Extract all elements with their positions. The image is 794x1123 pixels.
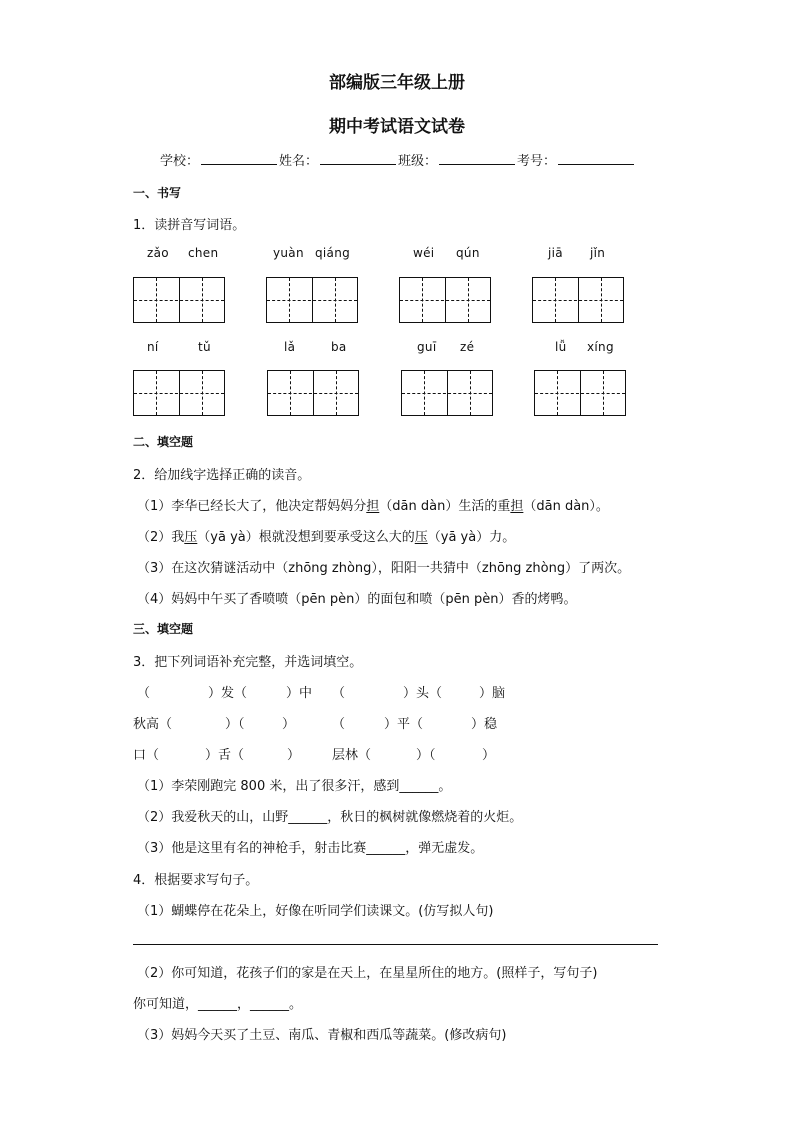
fill-item-2: （2）我爱秋天的山，山野______，秋日的枫树就像燃烧着的火炬。 <box>137 810 523 825</box>
writing-grid[interactable] <box>267 370 359 416</box>
writing-grid[interactable] <box>266 277 358 323</box>
writing-grid[interactable] <box>133 277 225 323</box>
q4-item-1: （1）蝴蝶停在花朵上，好像在听同学们读课文。(仿写拟人句) <box>137 904 494 919</box>
school-blank[interactable] <box>201 152 277 165</box>
idiom: ）发（ <box>208 686 248 701</box>
name-label: 姓名： <box>279 154 319 169</box>
q2-item-2 <box>137 526 515 545</box>
question-3: 3．把下列词语补充完整，并选词填空。 <box>133 655 363 670</box>
q2-item-3: （3）在这次猜谜活动中（zhōng zhòng），阳阳一共猜中（zhōng zhòng）了两次。 <box>137 561 631 576</box>
pinyin: ba <box>331 340 347 354</box>
idiom: 层林（ <box>332 748 372 763</box>
exam-number-label: 考号： <box>517 154 557 169</box>
idiom: ） <box>282 717 296 732</box>
idiom: ）（ <box>416 748 436 763</box>
q4-item-2-template: 你可知道，______，______。 <box>133 997 303 1012</box>
question-1: 1．读拼音写词语。 <box>133 218 246 233</box>
exam-number-blank[interactable] <box>558 152 634 165</box>
pinyin: zǎo <box>147 246 169 260</box>
pinyin: guī <box>417 340 437 354</box>
pinyin: tǔ <box>198 340 211 354</box>
underlined-char: 担 <box>510 499 524 514</box>
idiom: ）舌（ <box>205 748 245 763</box>
pinyin: chen <box>188 246 219 260</box>
writing-grid[interactable] <box>399 277 491 323</box>
text: （yā yà）力。 <box>427 530 516 545</box>
question-4: 4．根据要求写句子。 <box>133 873 259 888</box>
pinyin: qún <box>456 246 480 260</box>
q2-item-1 <box>137 495 609 514</box>
idiom: （ <box>332 717 346 732</box>
idiom: ）中 <box>286 686 313 701</box>
answer-line[interactable] <box>133 944 658 945</box>
fill-item-3: （3）他是这里有名的神枪手，射击比赛______，弹无虚发。 <box>137 841 484 856</box>
writing-grid[interactable] <box>532 277 624 323</box>
section-1-heading: 一、书写 <box>133 186 182 200</box>
pinyin: jǐn <box>590 246 606 260</box>
class-label: 班级： <box>398 154 438 169</box>
idiom: （ <box>137 686 151 701</box>
pinyin: jiā <box>548 246 563 260</box>
idiom: ） <box>482 748 496 763</box>
title-line-1: 部编版三年级上册 <box>329 73 465 93</box>
underlined-char: 压 <box>414 530 428 545</box>
pinyin: lǎ <box>284 340 296 354</box>
idiom: ）稳 <box>471 717 498 732</box>
q2-item-4: （4）妈妈中午买了香喷喷（pēn pèn）的面包和喷（pēn pèn）香的烤鸭。 <box>137 592 577 607</box>
text: （2）我 <box>137 530 185 545</box>
pinyin: lǚ <box>555 340 567 354</box>
student-info-row <box>160 150 636 169</box>
question-2: 2．给加线字选择正确的读音。 <box>133 468 311 483</box>
class-blank[interactable] <box>439 152 515 165</box>
underlined-char: 压 <box>184 530 198 545</box>
text: （yā yà）根就没想到要承受这么大的 <box>197 530 415 545</box>
name-blank[interactable] <box>320 152 396 165</box>
fill-item-1: （1）李荣刚跑完 800 米，出了很多汗，感到______。 <box>137 779 452 794</box>
section-2-heading: 二、填空题 <box>133 435 194 449</box>
idiom: ）脑 <box>479 686 506 701</box>
writing-grid[interactable] <box>534 370 626 416</box>
idiom: ）（ <box>225 717 245 732</box>
pinyin: qiáng <box>315 246 351 260</box>
pinyin: wéi <box>413 246 435 260</box>
text: （dān dàn）。 <box>523 499 609 514</box>
idiom: 口（ <box>133 748 160 763</box>
underlined-char: 担 <box>366 499 380 514</box>
q4-item-3: （3）妈妈今天买了土豆、南瓜、青椒和西瓜等蔬菜。(修改病句) <box>137 1028 507 1043</box>
title-line-2: 期中考试语文试卷 <box>329 117 465 137</box>
pinyin: xíng <box>587 340 614 354</box>
q4-item-2: （2）你可知道，花孩子们的家是在天上，在星星所住的地方。(照样子，写句子) <box>137 966 598 981</box>
text: （dān dàn）生活的重 <box>379 499 511 514</box>
school-label: 学校： <box>160 154 200 169</box>
pinyin: zé <box>460 340 475 354</box>
idiom: ）平（ <box>384 717 424 732</box>
text: （1）李华已经长大了，他决定帮妈妈分 <box>137 499 367 514</box>
section-3-heading: 三、填空题 <box>133 622 194 636</box>
pinyin: yuàn <box>273 246 304 260</box>
idiom: ）头（ <box>403 686 443 701</box>
writing-grid[interactable] <box>133 370 225 416</box>
idiom: ） <box>287 748 301 763</box>
idiom: 秋高（ <box>133 717 173 732</box>
idiom: （ <box>332 686 346 701</box>
pinyin: ní <box>147 340 159 354</box>
writing-grid[interactable] <box>401 370 493 416</box>
